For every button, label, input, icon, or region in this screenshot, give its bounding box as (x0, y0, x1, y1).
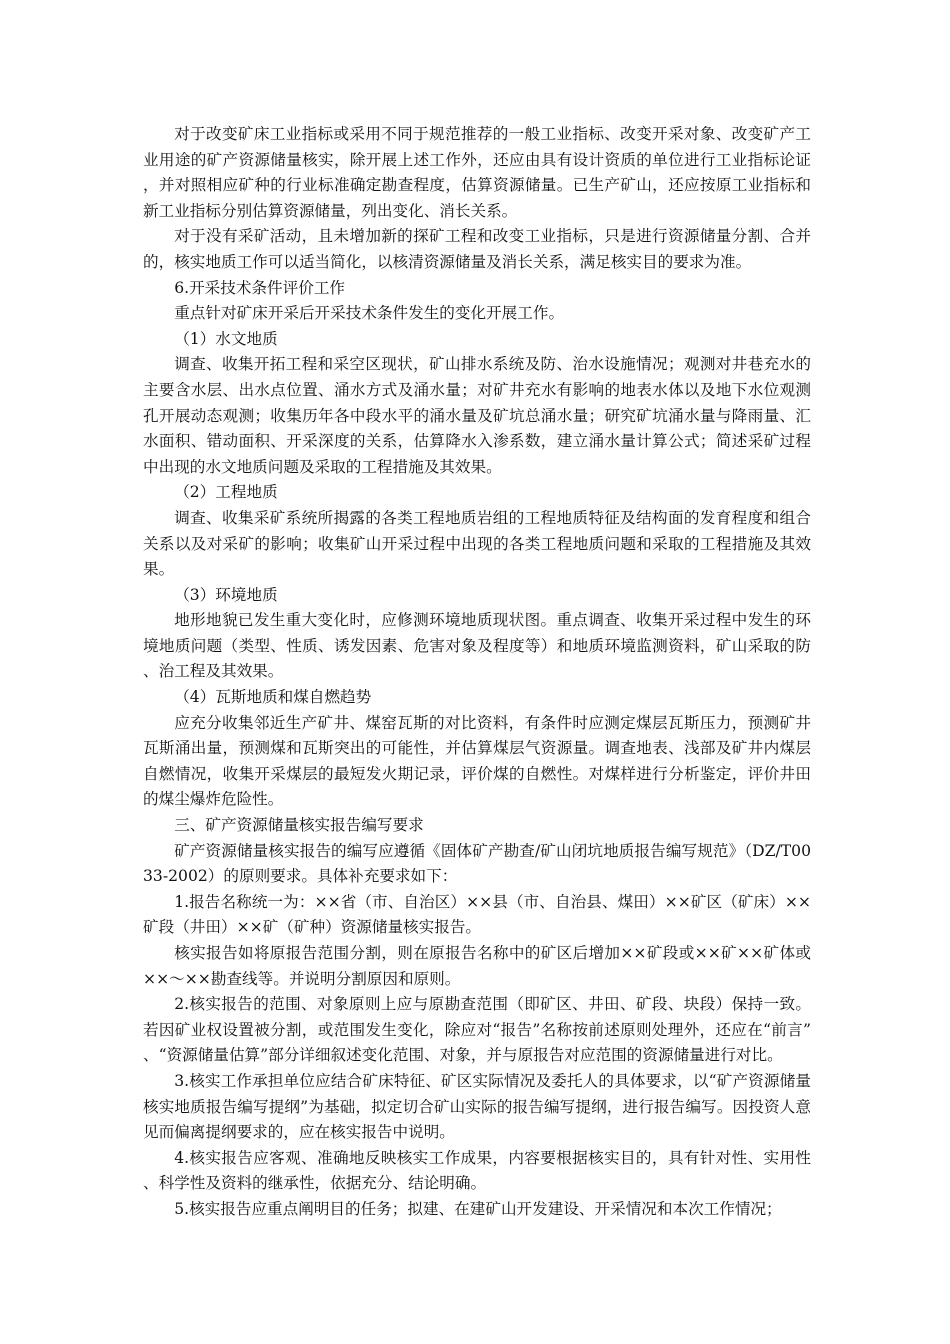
heading-environmental-geology: （3）环境地质 (174, 585, 278, 604)
paragraph-mining-conditions-focus: 重点针对矿床开采后开采技术条件发生的变化开展工作。 (174, 304, 565, 323)
paragraph-report-objective: 4.核实报告应客观、准确地反映核实工作成果，内容要根据核实目的，具有针对性、实用性、科学性及资料的继承性，依据充分、结论明确。 (143, 1148, 811, 1193)
paragraph-engineering-geology: 调查、收集采矿系统所揭露的各类工程地质岩组的工程地质特征及结构面的发育程度和组合关系以及对采矿的影响；收集矿山开采过程中出现的各类工程地质问题和采取的工程措施及其效果。 (143, 508, 811, 579)
heading-engineering-geology: （2）工程地质 (174, 483, 278, 502)
paragraph-gas-geology: 应充分收集邻近生产矿井、煤窑瓦斯的对比资料，有条件时应测定煤层瓦斯压力，预测矿井瓦斯涌出量，预测煤和瓦斯突出的可能性，并估算煤层气资源量。调查地表、浅部及矿井内煤层自燃情况，收集开采煤层的最短发火期记录，评价煤的自燃性。对煤样进行分析鉴定，评价井田的煤尘爆炸危险性。 (143, 713, 811, 809)
paragraph-report-tasks: 5.核实报告应重点阐明目的任务；拟建、在建矿山开发建设、开采情况和本次工作情况； (174, 1199, 782, 1218)
paragraph-no-mining-activity: 对于没有采矿活动，且未增加新的探矿工程和改变工业指标，只是进行资源储量分割、合并的，核实地质工作可以适当简化，以核清资源储量及消长关系，满足核实目的要求为准。 (143, 227, 811, 271)
paragraph-report-name: 1.报告名称统一为：××省（市、自治区）××县（市、自治县、煤田）××矿区（矿床）××矿段（井田）××矿（矿种）资源储量核实报告。 (143, 892, 811, 937)
heading-hydrogeology: （1）水文地质 (174, 329, 278, 348)
heading-mining-conditions: 6.开采技术条件评价工作 (174, 278, 346, 297)
paragraph-report-outline: 3.核实工作承担单位应结合矿床特征、矿区实际情况及委托人的具体要求，以“矿产资源储量核实地质报告编写提纲”为基础，拟定切合矿山实际的报告编写提纲，进行报告编写。因投资人意见而偏离提纲要求的，应在核实报告中说明。 (143, 1071, 811, 1142)
paragraph-environmental-geology: 地形地貌已发生重大变化时，应修测环境地质现状图。重点调查、收集开采过程中发生的环境地质问题（类型、性质、诱发因素、危害对象及程度等）和地质环境监测资料，矿山采取的防、治工程及其效果。 (143, 611, 811, 681)
paragraph-report-split: 核实报告如将原报告范围分割，则在原报告名称中的矿区后增加××矿段或××矿××矿体或××～××勘查线等。并说明分割原因和原则。 (143, 944, 811, 988)
document-body (143, 122, 811, 1223)
heading-report-requirements: 三、矿产资源储量核实报告编写要求 (174, 816, 424, 835)
paragraph-report-standard: 矿产资源储量核实报告的编写应遵循《固体矿产勘查/矿山闭坑地质报告编写规范》（DZ/T0033-2002）的原则要求。具体补充要求如下： (143, 841, 811, 886)
paragraph-report-scope: 2.核实报告的范围、对象原则上应与原勘查范围（即矿区、井田、矿段、块段）保持一致。若因矿业权设置被分割，或范围发生变化，除应对“报告”名称按前述原则处理外，还应在“前言”、“资源储量估算”部分详细叙述变化范围、对象，并与原报告对应范围的资源储量进行对比。 (143, 995, 811, 1065)
paragraph-hydrogeology: 调查、收集开拓工程和采空区现状，矿山排水系统及防、治水设施情况；观测对井巷充水的主要含水层、出水点位置、涌水方式及涌水量；对矿井充水有影响的地表水体以及地下水位观测孔开展动态观测；收集历年各中段水平的涌水量及矿坑总涌水量；研究矿坑涌水量与降雨量、汇水面积、错动面积、开采深度的关系，估算降水入渗系数，建立涌水量计算公式；简述采矿过程中出现的水文地质问题及采取的工程措施及其效果。 (143, 355, 811, 476)
paragraph-industrial-index-change: 对于改变矿床工业指标或采用不同于规范推荐的一般工业指标、改变开采对象、改变矿产工业用途的矿产资源储量核实，除开展上述工作外，还应由具有设计资质的单位进行工业指标论证，并对照相应矿种的行业标准确定勘查程度，估算资源储量。已生产矿山，还应按原工业指标和新工业指标分别估算资源储量，列出变化、消长关系。 (143, 125, 811, 220)
heading-gas-geology: （4）瓦斯地质和煤自燃趋势 (174, 688, 372, 707)
